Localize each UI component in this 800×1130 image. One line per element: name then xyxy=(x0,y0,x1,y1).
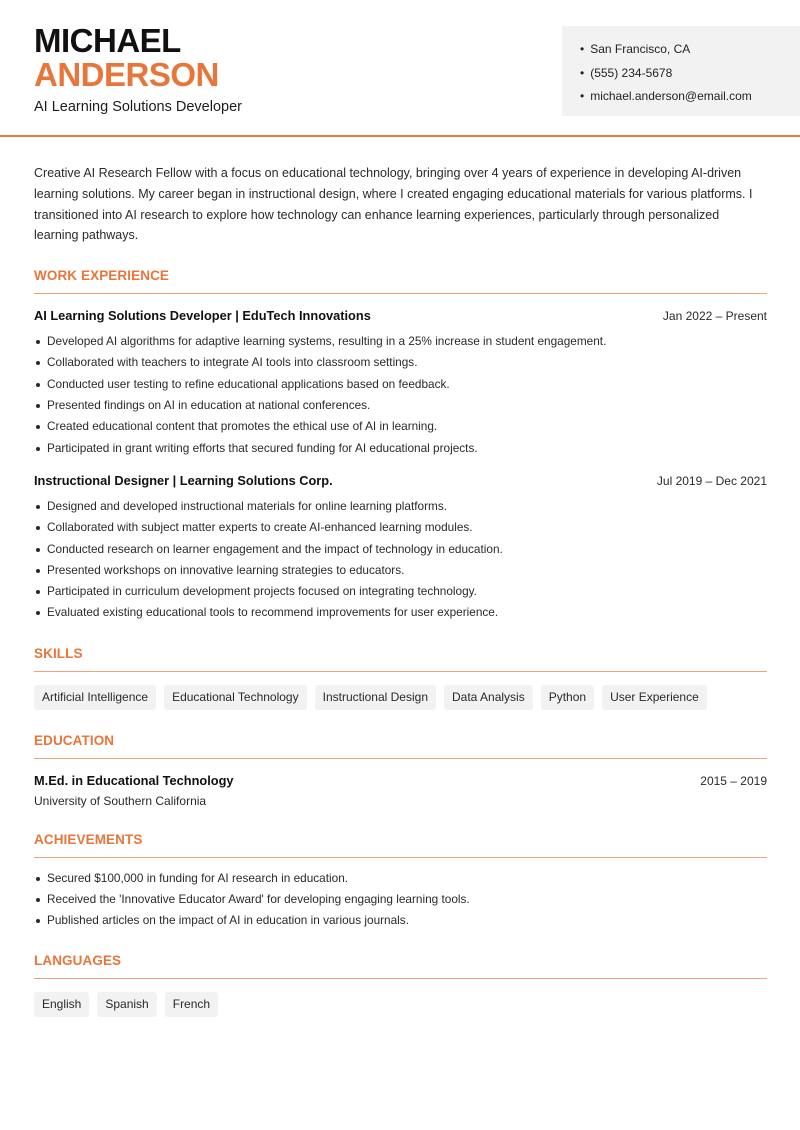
skill-tag: Instructional Design xyxy=(315,685,436,710)
list-item: Created educational content that promotes the ethical use of AI in learning. xyxy=(34,416,767,437)
summary-text: Creative AI Research Fellow with a focus on educational technology, bringing over 4 years of experience in developing AI-driven learning solutions. My career began in instructional design, where I created engaging educational materials for various platforms. I transitioned into AI research to explore how technology can enhance learning experiences, particularly through personalized learning pathways. xyxy=(34,166,753,243)
list-item: Conducted user testing to refine educational applications based on feedback. xyxy=(34,374,767,395)
list-item: Participated in grant writing efforts that secured funding for AI educational projects. xyxy=(34,438,767,459)
language-tag: Spanish xyxy=(97,992,156,1017)
list-item: Participated in curriculum development projects focused on integrating technology. xyxy=(34,581,767,602)
school-name: University of Southern California xyxy=(34,793,207,808)
contact-email[interactable]: • michael.anderson@email.com xyxy=(580,85,800,109)
list-item: Published articles on the impact of AI in education in various journals. xyxy=(34,910,767,931)
list-item: Secured $100,000 in funding for AI research in education. xyxy=(34,868,767,889)
list-item: Presented workshops on innovative learning strategies to educators. xyxy=(34,560,767,581)
job-title: AI Learning Solutions Developer | EduTech Innovations xyxy=(34,308,371,324)
job-entry xyxy=(34,473,767,624)
skill-tag: Python xyxy=(541,685,594,710)
first-name: MICHAEL xyxy=(34,22,181,59)
degree: M.Ed. in Educational Technology xyxy=(34,772,234,788)
section-title-languages: LANGUAGES xyxy=(34,953,767,979)
section-title-work: WORK EXPERIENCE xyxy=(34,268,767,294)
list-item: Collaborated with teachers to integrate AI tools into classroom settings. xyxy=(34,352,767,373)
list-item: Received the 'Innovative Educator Award' for developing engaging learning tools. xyxy=(34,889,767,910)
section-title-skills: SKILLS xyxy=(34,646,767,672)
achievements-section xyxy=(34,832,767,932)
list-item: Evaluated existing educational tools to recommend improvements for user experience. xyxy=(34,602,767,623)
contact-phone: • (555) 234-5678 xyxy=(580,62,800,86)
skills-list xyxy=(34,685,767,710)
list-item: Presented findings on AI in education at national conferences. xyxy=(34,395,767,416)
list-item: Designed and developed instructional materials for online learning platforms. xyxy=(34,496,767,517)
language-tag: French xyxy=(165,992,218,1017)
section-title-education: EDUCATION xyxy=(34,733,767,759)
languages-section xyxy=(34,953,767,1017)
list-item: Collaborated with subject matter experts to create AI-enhanced learning modules. xyxy=(34,517,767,538)
skill-tag: Data Analysis xyxy=(444,685,533,710)
resume-body xyxy=(34,163,767,1017)
job-dates: Jan 2022 – Present xyxy=(662,309,767,324)
section-title-achievements: ACHIEVEMENTS xyxy=(34,832,767,858)
education-section xyxy=(34,733,767,808)
skill-tag: User Experience xyxy=(602,685,707,710)
work-experience-section xyxy=(34,268,767,624)
job-dates: Jul 2019 – Dec 2021 xyxy=(656,473,767,488)
skills-section xyxy=(34,646,767,710)
skill-tag: Educational Technology xyxy=(164,685,307,710)
contact-box xyxy=(562,26,800,116)
list-item: Developed AI algorithms for adaptive learning systems, resulting in a 25% increase in student engagement. xyxy=(34,331,767,352)
last-name: ANDERSON xyxy=(34,56,219,93)
skill-tag: Artificial Intelligence xyxy=(34,685,156,710)
resume-header xyxy=(0,0,800,137)
languages-list xyxy=(34,992,767,1017)
job-title: Instructional Designer | Learning Solutions Corp. xyxy=(34,472,333,488)
language-tag: English xyxy=(34,992,89,1017)
candidate-name xyxy=(34,24,219,91)
contact-location: • San Francisco, CA xyxy=(580,38,800,62)
job-role: AI Learning Solutions Developer xyxy=(34,99,242,115)
job-entry xyxy=(34,308,767,459)
education-dates: 2015 – 2019 xyxy=(700,773,767,788)
list-item: Conducted research on learner engagement and the impact of technology in education. xyxy=(34,539,767,560)
